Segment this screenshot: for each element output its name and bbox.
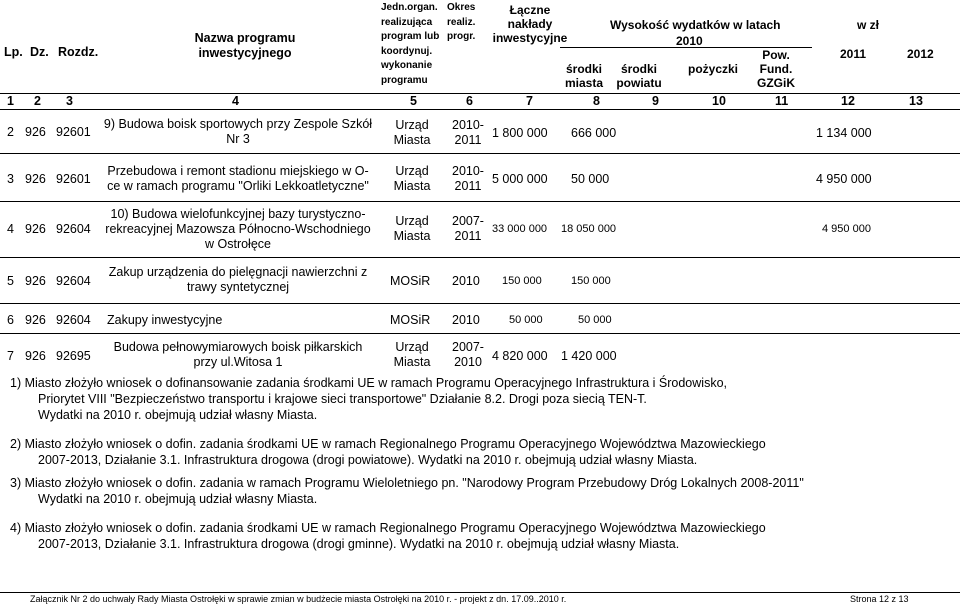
header-wysokosc: Wysokość wydatków w latach: [610, 18, 781, 32]
header-year-2010: 2010: [676, 34, 703, 48]
header-okres: Okres realiz. progr.: [447, 2, 476, 42]
divider: [0, 303, 960, 304]
header-dz: Dz.: [30, 45, 49, 59]
footnote-4: 4) Miasto złożyło wniosek o dofin. zadania środkami UE w ramach Regionalnego Programu Operacyjnego Województwa Mazowieckiego 2007-2013, Działanie 3.1. Infrastruktura drogowa (drogi gminne). Wydatki na 2010 r. obejmują udział własny Miasta.: [10, 521, 766, 551]
header-year-2012: 2012: [907, 47, 934, 61]
footnote-2: 2) Miasto złożyło wniosek o dofin. zadania środkami UE w ramach Regionalnego Programu Operacyjnego Województwa Mazowieckiego 2007-2013, Działanie 3.1. Infrastruktura drogowa (drogi powiatowe). Wydatki na 2010 r. obejmują udział własny Miasta.: [10, 437, 766, 467]
divider: [0, 153, 960, 154]
footnote-3: 3) Miasto złożyło wniosek o dofin. zadania w ramach Programu Wieloletniego pn. "Narodowy Program Przebudowy Dróg Lokalnych 2008-2011" Wydatki na 2010 r. obejmują udział własny Miasta.: [10, 476, 804, 506]
header-pozyczki: pożyczki: [688, 62, 739, 76]
footer-text: Załącznik Nr 2 do uchwały Rady Miasta Ostrołęki w sprawie zmian w budżecie miasta Ostrołęki na 2010 r. - projekt z dn. 17.09..2010 r.: [30, 594, 567, 604]
divider: [0, 333, 960, 334]
divider: [0, 201, 960, 202]
header-nazwa: Nazwa programu inwestycyjnego: [194, 31, 296, 60]
header-jedn: Jedn.organ. realizująca program lub koordynuj. wykonanie programu: [381, 2, 440, 86]
divider: [0, 257, 960, 258]
header-year-2011: 2011: [840, 47, 867, 61]
footnote-1: 1) Miasto złożyło wniosek o dofinansowanie zadania środkami UE w ramach Programu Operacyjnego Infrastruktura i Środowisko, Priorytet VIII "Bezpieczeństwo transportu i krajowe sieci transportowe" Działanie 8.2. Drogi poza siecią TEN-T. Wydatki na 2010 r. obejmują udział własny Miasta.: [10, 376, 727, 422]
header-rozdz: Rozdz.: [58, 45, 99, 59]
header-lp: Lp.: [4, 45, 23, 59]
header-wzl: w zł: [857, 18, 880, 32]
divider: [0, 109, 960, 110]
page-number: Strona 12 z 13: [850, 594, 909, 604]
header-laczne: Łączne nakłady inwestycyjne: [492, 3, 568, 45]
divider: [0, 93, 960, 94]
header-pow-fund: Pow. Fund. GZGiK: [757, 48, 795, 90]
header-srodki-powiatu: środki powiatu: [616, 62, 662, 90]
footer-divider: [0, 592, 960, 593]
divider: [560, 47, 812, 48]
header-srodki-miasta: środki miasta: [564, 62, 604, 90]
